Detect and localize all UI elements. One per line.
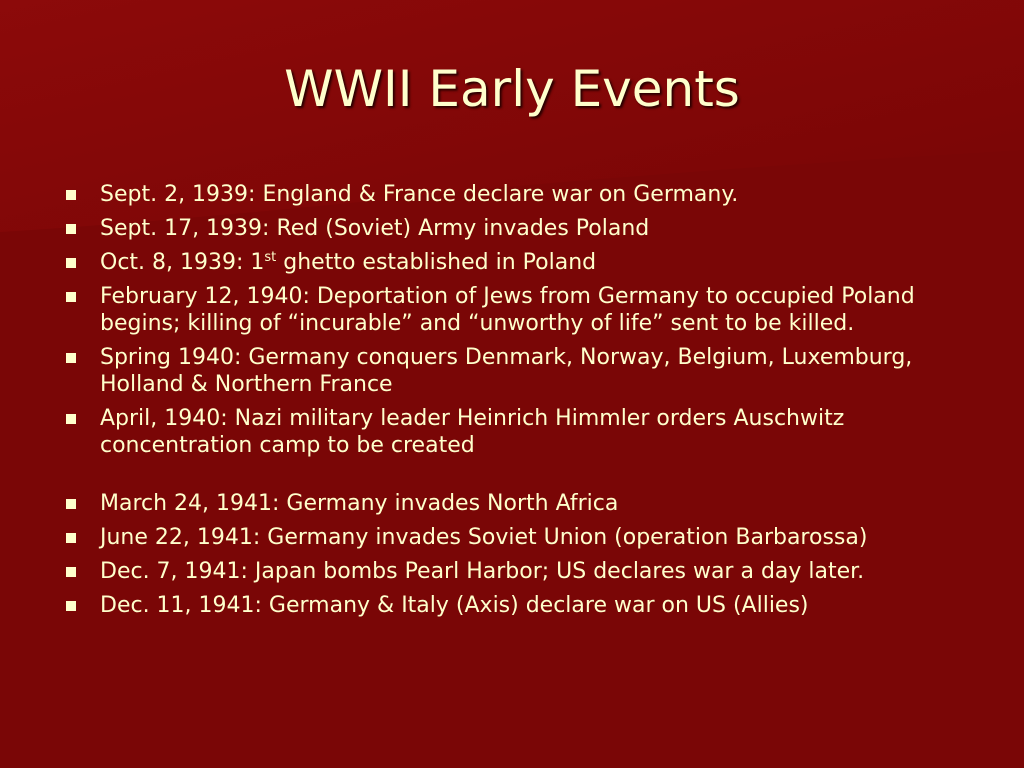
bullet-text: June 22, 1941: Germany invades Soviet Union (operation Barbarossa) <box>100 525 868 550</box>
square-bullet-icon <box>66 533 76 543</box>
square-bullet-icon <box>66 353 76 363</box>
square-bullet-icon <box>66 292 76 302</box>
bullet-text-start: Oct. 8, 1939: 1 <box>100 250 265 275</box>
square-bullet-icon <box>66 414 76 424</box>
square-bullet-icon <box>66 601 76 611</box>
bullet-item <box>62 181 967 208</box>
bullet-text: March 24, 1941: Germany invades North Africa <box>100 491 619 516</box>
bullet-item <box>62 215 967 242</box>
square-bullet-icon <box>66 190 76 200</box>
bullet-text: Sept. 2, 1939: England & France declare war on Germany. <box>100 182 739 207</box>
bullet-item <box>62 344 967 398</box>
bullet-item <box>62 405 967 459</box>
bullet-text: Spring 1940: Germany conquers Denmark, Norway, Belgium, Luxemburg, Holland & Northern France <box>100 345 913 397</box>
bullet-text: Dec. 7, 1941: Japan bombs Pearl Harbor; US declares war a day later. <box>100 559 865 584</box>
square-bullet-icon <box>66 224 76 234</box>
bullet-item <box>62 592 967 619</box>
square-bullet-icon <box>66 258 76 268</box>
bullet-text-end: ghetto established in Poland <box>276 250 597 275</box>
ordinal-superscript: st <box>264 250 277 265</box>
bullet-item <box>62 249 967 276</box>
slide-title: WWII Early Events <box>284 60 740 118</box>
bullet-item <box>62 283 967 337</box>
bullet-item <box>62 490 967 517</box>
bullet-text: Dec. 11, 1941: Germany & Italy (Axis) declare war on US (Allies) <box>100 593 809 618</box>
bullet-text: Sept. 17, 1939: Red (Soviet) Army invades Poland <box>100 216 650 241</box>
bullet-text: April, 1940: Nazi military leader Heinrich Himmler orders Auschwitz concentration camp to be created <box>100 406 845 458</box>
square-bullet-icon <box>66 567 76 577</box>
bullet-list <box>62 181 967 626</box>
bullet-item <box>62 524 967 551</box>
bullet-item <box>62 558 967 585</box>
square-bullet-icon <box>66 499 76 509</box>
bullet-text: February 12, 1940: Deportation of Jews from Germany to occupied Poland begins; killing of “incurable” and “unworthy of life” sent to be killed. <box>100 284 915 336</box>
